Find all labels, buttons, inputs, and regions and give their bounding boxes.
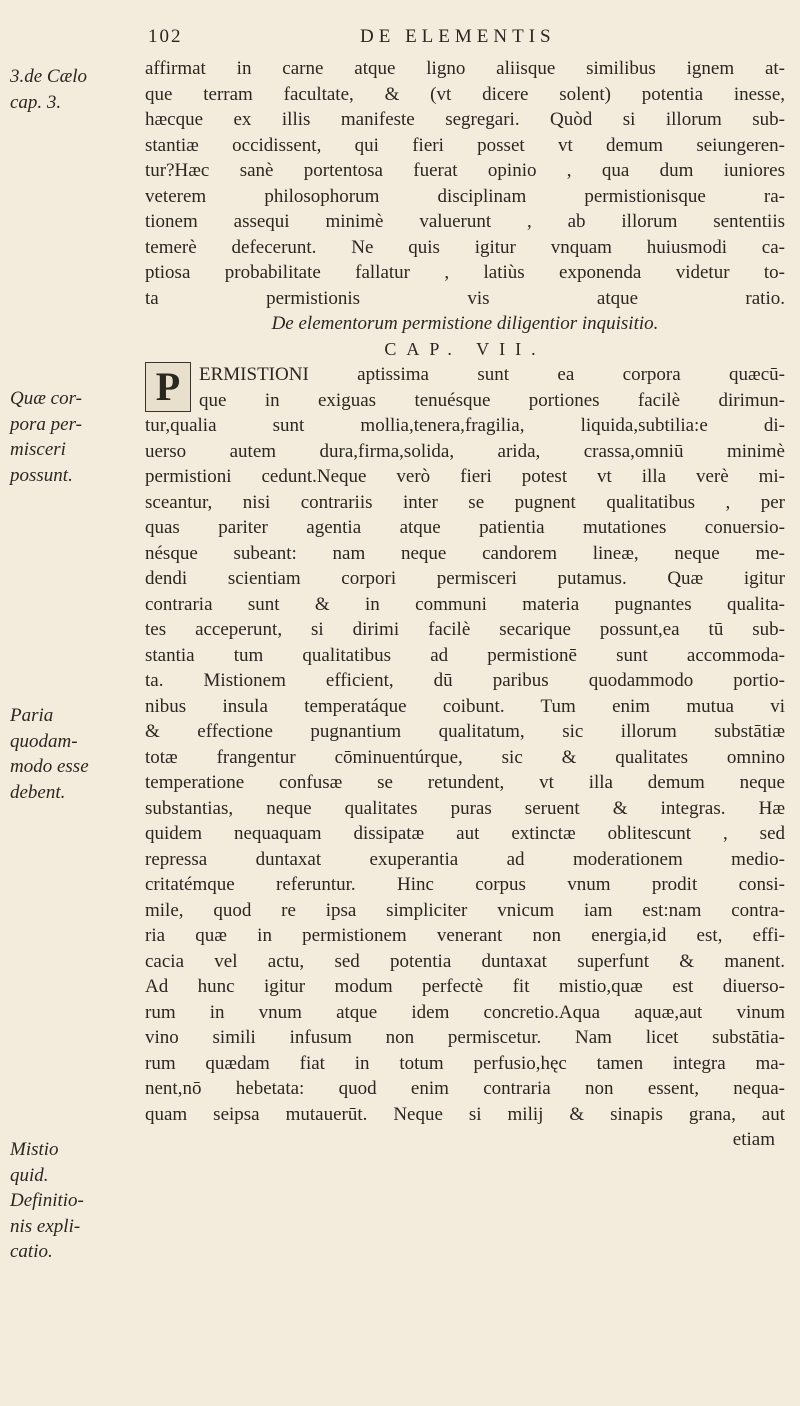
text-line: que terram facultate, & (vt dicere solent) potentia inesse,	[145, 83, 785, 105]
margin-note-line: nis expli-	[10, 1215, 81, 1237]
page-number: 102	[148, 26, 183, 47]
text-line: critatémque referuntur. Hinc corpus vnum prodit consi-	[145, 874, 785, 895]
text-line: substantias, neque qualitates puras seruent & integras. Hæ	[145, 797, 785, 819]
margin-note	[10, 1137, 132, 1188]
text-line: contraria sunt & in communi materia pugnantes qualita-	[145, 593, 785, 615]
text-line: hæcque ex illis manifeste segregari. Quòd si illorum sub-	[145, 109, 785, 130]
margin-note-line: quodam-	[10, 730, 78, 752]
text-line: repressa duntaxat exuperantia ad moderationem medio-	[145, 848, 785, 870]
margin-note	[10, 64, 132, 115]
margin-note	[10, 703, 132, 805]
paragraph-2-opening	[145, 362, 785, 413]
text-line: temerè defecerunt. Ne quis igitur vnquam huiusmodi ca-	[145, 236, 785, 258]
margin-note-line: Paria	[10, 705, 54, 726]
margin-note-line: possunt.	[10, 464, 73, 486]
text-line: rum in vnum atque idem concretio.Aqua aquæ,aut vinum	[145, 1001, 785, 1023]
text-line: nent,nō hebetata: quod enim contraria non essent, nequa-	[145, 1078, 785, 1099]
text-line: sceantur, nisi contrariis inter se pugnent qualitatibus , per	[145, 491, 785, 513]
text-line: nibus insula temperatáque coibunt. Tum enim mutua vi	[145, 695, 785, 717]
margin-note-line: pora per-	[10, 413, 82, 435]
running-title: DE ELEMENTIS	[360, 26, 556, 47]
text-line: tionem assequi minimè valuerunt , ab illorum sententiis	[145, 211, 785, 232]
text-line: temperatione confusæ se retundent, vt illa demum neque	[145, 772, 785, 793]
text-line: cacia vel actu, sed potentia duntaxat superfunt & manent.	[145, 950, 785, 972]
text-line: ta. Mistionem efficient, dū paribus quodammodo portio-	[145, 670, 785, 691]
text-line: quas pariter agentia atque patientia mutationes conuersio-	[145, 517, 785, 538]
text-line: quidem nequaquam dissipatæ aut extinctæ oblitescunt , sed	[145, 823, 785, 844]
margin-note-line: debent.	[10, 781, 66, 803]
text-line: uerso autem dura,firma,solida, arida, crassa,omniū minimè	[145, 440, 785, 462]
text-line: stantia tum qualitatibus ad permistionē sunt accommoda-	[145, 644, 785, 666]
text-line: nésque subeant: nam neque candorem lineæ, neque me-	[145, 542, 785, 564]
section-title: De elementorum permistione diligentior inquisitio.	[271, 313, 659, 334]
text-line: ta permistionis vis atque ratio.	[145, 287, 785, 309]
paragraph-1	[145, 56, 785, 311]
text-line: affirmat in carne atque ligno aliisque similibus ignem at-	[145, 58, 785, 79]
text-line: permistioni cedunt.Neque verò fieri potest vt illa verè mi-	[145, 466, 785, 487]
text-line: tur?Hæc sanè portentosa fuerat opinio , qua dum iuniores	[145, 160, 785, 181]
margin-note-line: cap. 3.	[10, 91, 62, 113]
text-line: Ad hunc igitur modum perfectè fit mistio,quæ est diuerso-	[145, 976, 785, 997]
text-line: rum quædam fiat in totum perfusio,hęc tamen integra ma-	[145, 1052, 785, 1074]
text-line: stantiæ occidissent, qui fieri posset vt demum seiungeren-	[145, 134, 785, 156]
text-line: vino simili infusum non permiscetur. Nam licet substātia-	[145, 1027, 785, 1048]
page-header	[148, 26, 768, 56]
main-text	[145, 56, 785, 1153]
chapter-label: CAP. VII.	[384, 338, 546, 359]
margin-note	[10, 386, 132, 488]
text-line: dendi scientiam corpori permisceri putamus. Quæ igitur	[145, 568, 785, 589]
margin-note	[10, 1188, 132, 1265]
text-line: tur,qualia sunt mollia,tenera,fragilia, liquida,subtilia:e di-	[145, 415, 785, 436]
margin-note-line: modo esse	[10, 756, 89, 777]
margin-note-line: Quæ cor-	[10, 388, 82, 409]
text-line: mile, quod re ipsa simpliciter vnicum iam est:nam contra-	[145, 899, 785, 921]
text-line: que in exiguas tenuésque portiones facilè dirimun-	[199, 389, 785, 411]
text-line: totæ frangentur cōminuentúrque, sic & qualitates omnino	[145, 746, 785, 768]
margin-note-line: quid.	[10, 1164, 49, 1186]
margin-note-line: misceri	[10, 439, 66, 460]
text-line: ERMISTIONI aptissima sunt ea corpora quæcū-	[199, 364, 785, 385]
margin-note-line: Mistio	[10, 1139, 59, 1160]
text-line: & effectione pugnantium qualitatum, sic illorum substātiæ	[145, 721, 785, 742]
text-line: ptiosa probabilitate fallatur , latiùs exponenda videtur to-	[145, 262, 785, 283]
margin-note-line: 3.de Cælo	[10, 66, 88, 87]
paragraph-2	[145, 413, 785, 1127]
text-line: tes acceperunt, si dirimi facilè secarique possunt,ea tū sub-	[145, 619, 785, 640]
text-line: ria quæ in permistionem venerant non energia,id est, effi-	[145, 925, 785, 946]
text-line: veterem philosophorum disciplinam permistionisque ra-	[145, 185, 785, 207]
catchword: etiam	[732, 1129, 775, 1150]
text-line: quam seipsa mutauerūt. Neque si milij & sinapis grana, aut	[145, 1103, 785, 1125]
dropcap-initial: P	[145, 362, 191, 412]
margin-note-line: Definitio-	[10, 1190, 84, 1211]
margin-note-line: catio.	[10, 1241, 53, 1262]
